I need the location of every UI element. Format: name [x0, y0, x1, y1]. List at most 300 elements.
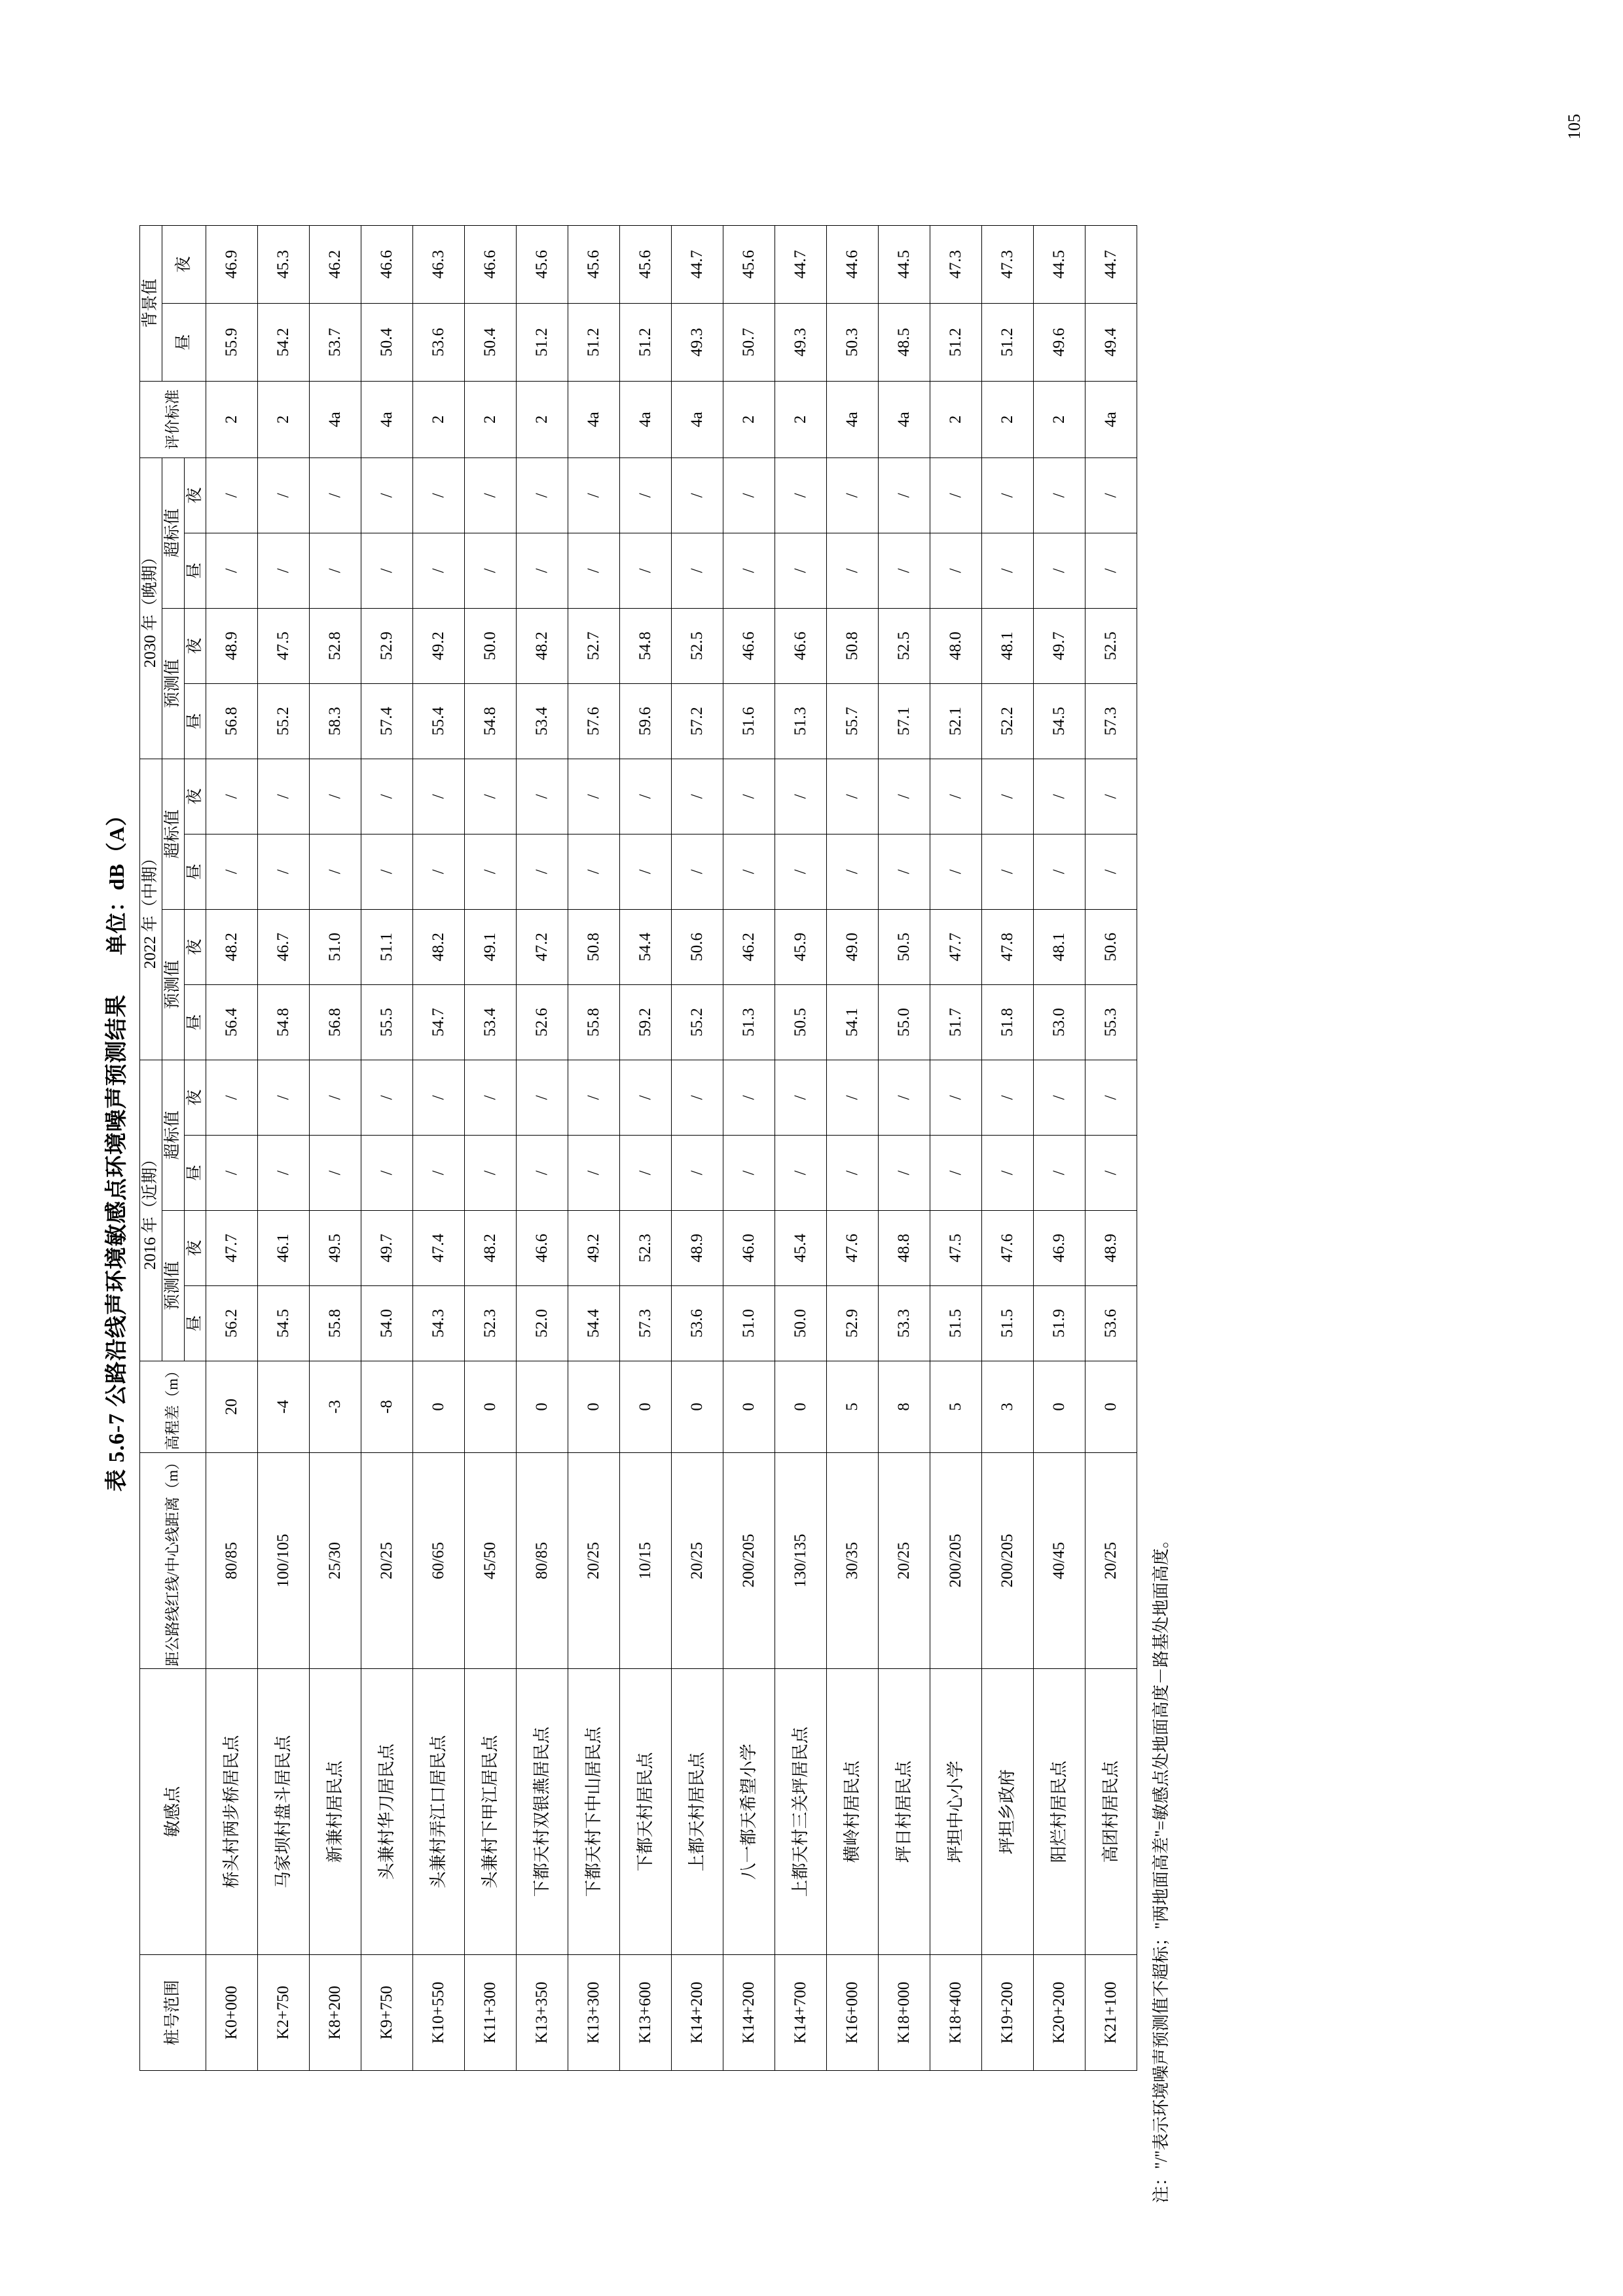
- cell-2030-ex-night: /: [516, 457, 568, 533]
- cell-2030-ex-day: /: [309, 533, 361, 608]
- cell-2022-ex-night: /: [723, 759, 775, 834]
- cell-2030-pred-night: 47.5: [257, 608, 309, 683]
- table-row: [257, 225, 309, 2070]
- header-2022-ex-night: 夜: [184, 759, 206, 834]
- cell-2030-ex-night: /: [619, 457, 671, 533]
- table-row: [309, 225, 361, 2070]
- cell-background-day: 49.3: [775, 303, 826, 381]
- table-note: 注："/"表示环境噪声预测值不超标；"两地面高差"=敏感点处地面高度－路基处地面高度。: [1151, 1531, 1171, 2203]
- cell-2016-pred-night: 45.4: [775, 1210, 826, 1285]
- cell-2016-ex-day: /: [878, 1135, 930, 1210]
- cell-2022-ex-day: /: [878, 834, 930, 909]
- cell-elevation: -3: [309, 1361, 361, 1452]
- cell-2030-ex-night: /: [464, 457, 516, 533]
- cell-2030-ex-night: /: [257, 457, 309, 533]
- table-title: 表 5.6-7 公路沿线声环境敏感点环境噪声预测结果: [104, 994, 129, 1492]
- cell-2022-ex-day: /: [775, 834, 826, 909]
- cell-2022-ex-night: /: [619, 759, 671, 834]
- cell-sensitive-point: 马家坝村盘斗居民点: [257, 1669, 309, 1955]
- cell-2030-pred-night: 52.8: [309, 608, 361, 683]
- page-number: 105: [1564, 114, 1584, 139]
- cell-2022-pred-night: 49.0: [826, 909, 878, 984]
- cell-background-night: 45.3: [257, 225, 309, 303]
- cell-2016-ex-night: /: [671, 1060, 723, 1135]
- cell-2030-pred-night: 52.5: [671, 608, 723, 683]
- noise-prediction-table: [139, 225, 1137, 2071]
- cell-2016-pred-night: 47.6: [826, 1210, 878, 1285]
- cell-2016-pred-night: 46.1: [257, 1210, 309, 1285]
- cell-distance: 20/25: [361, 1452, 412, 1668]
- table-header: [139, 225, 206, 2070]
- cell-2016-pred-day: 53.6: [1085, 1285, 1137, 1361]
- cell-2022-ex-day: /: [671, 834, 723, 909]
- cell-background-night: 45.6: [516, 225, 568, 303]
- header-background-day: 昼: [162, 303, 206, 381]
- cell-standard: 2: [723, 381, 775, 457]
- cell-2030-pred-day: 54.8: [464, 683, 516, 759]
- cell-2016-ex-night: /: [464, 1060, 516, 1135]
- cell-2016-pred-day: 54.3: [412, 1285, 464, 1361]
- cell-2030-pred-day: 54.5: [1033, 683, 1085, 759]
- header-2016-exceed: 超标值: [162, 1060, 184, 1210]
- cell-2016-ex-day: /: [930, 1135, 981, 1210]
- cell-2030-ex-day: /: [516, 533, 568, 608]
- cell-stake: K13+350: [516, 1955, 568, 2071]
- header-background-night: 夜: [162, 225, 206, 303]
- cell-2030-pred-day: 55.4: [412, 683, 464, 759]
- cell-background-night: 46.6: [361, 225, 412, 303]
- cell-background-day: 51.2: [568, 303, 619, 381]
- cell-background-day: 51.2: [619, 303, 671, 381]
- cell-2016-ex-day: /: [206, 1135, 257, 1210]
- cell-2016-ex-day: /: [257, 1135, 309, 1210]
- cell-2022-pred-night: 47.8: [981, 909, 1033, 984]
- cell-2022-ex-night: /: [826, 759, 878, 834]
- cell-standard: 2: [464, 381, 516, 457]
- table-row: [619, 225, 671, 2070]
- cell-background-day: 50.4: [361, 303, 412, 381]
- table-header-row-1: [139, 225, 162, 2070]
- cell-2022-ex-night: /: [361, 759, 412, 834]
- cell-2030-ex-night: /: [361, 457, 412, 533]
- header-2022-exceed: 超标值: [162, 759, 184, 909]
- cell-sensitive-point: 下都天村居民点: [619, 1669, 671, 1955]
- cell-2022-ex-night: /: [1033, 759, 1085, 834]
- cell-2030-ex-day: /: [981, 533, 1033, 608]
- cell-stake: K14+200: [671, 1955, 723, 2071]
- cell-distance: 200/205: [981, 1452, 1033, 1668]
- cell-2016-ex-day: /: [981, 1135, 1033, 1210]
- cell-2030-pred-day: 57.6: [568, 683, 619, 759]
- document-body: [98, 88, 1584, 2208]
- cell-background-night: 46.6: [464, 225, 516, 303]
- cell-2022-pred-day: 55.5: [361, 984, 412, 1060]
- header-2030-ex-day: 昼: [184, 533, 206, 608]
- header-2022-pred-night: 夜: [184, 909, 206, 984]
- cell-sensitive-point: 桥头村两步桥居民点: [206, 1669, 257, 1955]
- cell-2016-ex-night: /: [568, 1060, 619, 1135]
- cell-2030-ex-day: /: [775, 533, 826, 608]
- cell-background-night: 44.7: [775, 225, 826, 303]
- cell-2016-ex-night: /: [1033, 1060, 1085, 1135]
- cell-background-day: 48.5: [878, 303, 930, 381]
- cell-2016-ex-day: /: [516, 1135, 568, 1210]
- cell-2022-pred-day: 51.8: [981, 984, 1033, 1060]
- cell-background-day: 50.3: [826, 303, 878, 381]
- header-2022-pred-day: 昼: [184, 984, 206, 1060]
- table-row: [206, 225, 257, 2070]
- cell-2022-ex-day: /: [930, 834, 981, 909]
- header-year-2016: 2016 年（近期）: [139, 1060, 162, 1361]
- cell-2016-pred-day: 51.0: [723, 1285, 775, 1361]
- table-row: [723, 225, 775, 2070]
- header-standard-text: 评价标准: [164, 389, 181, 450]
- cell-2022-pred-day: 55.2: [671, 984, 723, 1060]
- cell-2022-pred-day: 52.6: [516, 984, 568, 1060]
- header-2016-pred-day: 昼: [184, 1285, 206, 1361]
- cell-stake: K13+600: [619, 1955, 671, 2071]
- cell-2022-pred-day: 51.7: [930, 984, 981, 1060]
- cell-distance: 10/15: [619, 1452, 671, 1668]
- cell-2016-pred-day: 54.0: [361, 1285, 412, 1361]
- cell-stake: K19+200: [981, 1955, 1033, 2071]
- cell-2030-pred-day: 55.7: [826, 683, 878, 759]
- cell-2016-ex-day: /: [723, 1135, 775, 1210]
- cell-2022-pred-night: 51.0: [309, 909, 361, 984]
- cell-2022-pred-day: 53.4: [464, 984, 516, 1060]
- cell-2022-ex-night: /: [206, 759, 257, 834]
- table-row: [1085, 225, 1137, 2070]
- header-2030-predicted: 预测值: [162, 608, 184, 759]
- cell-2030-ex-day: /: [412, 533, 464, 608]
- cell-2030-pred-night: 52.5: [1085, 608, 1137, 683]
- cell-2022-pred-night: 47.2: [516, 909, 568, 984]
- cell-2022-pred-day: 54.8: [257, 984, 309, 1060]
- cell-sensitive-point: 新兼村居民点: [309, 1669, 361, 1955]
- cell-distance: 25/30: [309, 1452, 361, 1668]
- cell-2022-ex-night: /: [257, 759, 309, 834]
- cell-2022-pred-night: 46.2: [723, 909, 775, 984]
- cell-2022-pred-night: 50.5: [878, 909, 930, 984]
- cell-2030-ex-day: /: [1085, 533, 1137, 608]
- cell-2022-ex-night: /: [1085, 759, 1137, 834]
- cell-2022-pred-night: 45.9: [775, 909, 826, 984]
- cell-2016-pred-day: 55.8: [309, 1285, 361, 1361]
- table-row: [464, 225, 516, 2070]
- cell-background-day: 49.6: [1033, 303, 1085, 381]
- cell-2016-pred-night: 49.7: [361, 1210, 412, 1285]
- header-year-2022: 2022 年（中期）: [139, 759, 162, 1060]
- cell-stake: K14+700: [775, 1955, 826, 2071]
- cell-2016-ex-day: /: [1033, 1135, 1085, 1210]
- cell-distance: 200/205: [723, 1452, 775, 1668]
- cell-stake: K16+000: [826, 1955, 878, 2071]
- cell-elevation: 0: [775, 1361, 826, 1452]
- cell-stake: K11+300: [464, 1955, 516, 2071]
- header-2030-pred-night: 夜: [184, 608, 206, 683]
- cell-2030-ex-night: /: [1033, 457, 1085, 533]
- cell-2030-pred-night: 49.7: [1033, 608, 1085, 683]
- cell-distance: 20/25: [568, 1452, 619, 1668]
- cell-2022-ex-day: /: [206, 834, 257, 909]
- cell-stake: K13+300: [568, 1955, 619, 2071]
- cell-2022-pred-day: 54.7: [412, 984, 464, 1060]
- cell-standard: 2: [206, 381, 257, 457]
- cell-background-day: 53.7: [309, 303, 361, 381]
- cell-2022-ex-day: /: [361, 834, 412, 909]
- cell-distance: 200/205: [930, 1452, 981, 1668]
- cell-elevation: 0: [1085, 1361, 1137, 1452]
- cell-2022-pred-day: 54.1: [826, 984, 878, 1060]
- cell-2016-ex-day: /: [361, 1135, 412, 1210]
- cell-distance: 45/50: [464, 1452, 516, 1668]
- cell-2022-pred-day: 56.4: [206, 984, 257, 1060]
- cell-standard: 2: [516, 381, 568, 457]
- cell-2022-ex-day: /: [568, 834, 619, 909]
- header-elevation: [139, 1361, 206, 1452]
- cell-2030-pred-night: 54.8: [619, 608, 671, 683]
- table-row: [1033, 225, 1085, 2070]
- cell-standard: 2: [412, 381, 464, 457]
- cell-2030-ex-day: /: [930, 533, 981, 608]
- cell-2022-pred-day: 51.3: [723, 984, 775, 1060]
- table-row: [568, 225, 619, 2070]
- header-2016-ex-night: 夜: [184, 1060, 206, 1135]
- cell-background-day: 50.4: [464, 303, 516, 381]
- cell-2022-ex-night: /: [568, 759, 619, 834]
- cell-2016-ex-day: /: [309, 1135, 361, 1210]
- header-elevation-text: 高程差（m）: [164, 1363, 181, 1450]
- cell-2022-ex-day: /: [826, 834, 878, 909]
- cell-distance: 20/25: [671, 1452, 723, 1668]
- header-stake-range: 桩号范围: [139, 1955, 206, 2071]
- cell-2016-pred-night: 48.9: [1085, 1210, 1137, 1285]
- cell-2030-pred-day: 55.2: [257, 683, 309, 759]
- cell-standard: 4a: [671, 381, 723, 457]
- cell-2030-ex-day: /: [723, 533, 775, 608]
- cell-2030-pred-night: 48.1: [981, 608, 1033, 683]
- cell-background-night: 44.7: [671, 225, 723, 303]
- cell-2022-pred-night: 50.6: [671, 909, 723, 984]
- cell-2030-pred-day: 57.1: [878, 683, 930, 759]
- cell-2016-pred-night: 48.8: [878, 1210, 930, 1285]
- cell-2016-pred-day: 51.5: [981, 1285, 1033, 1361]
- header-standard: [139, 381, 206, 457]
- cell-distance: 80/85: [206, 1452, 257, 1668]
- cell-2030-ex-night: /: [309, 457, 361, 533]
- cell-sensitive-point: 头兼村华刀居民点: [361, 1669, 412, 1955]
- cell-stake: K9+750: [361, 1955, 412, 2071]
- cell-2022-pred-night: 51.1: [361, 909, 412, 984]
- cell-2022-pred-night: 46.7: [257, 909, 309, 984]
- header-background: 背景值: [139, 225, 162, 381]
- cell-2022-pred-day: 55.0: [878, 984, 930, 1060]
- cell-background-night: 45.6: [619, 225, 671, 303]
- table-row: [826, 225, 878, 2070]
- cell-background-night: 45.6: [723, 225, 775, 303]
- cell-2030-ex-night: /: [568, 457, 619, 533]
- cell-2022-ex-night: /: [464, 759, 516, 834]
- cell-sensitive-point: 头兼村下甲江居民点: [464, 1669, 516, 1955]
- cell-2030-ex-night: /: [878, 457, 930, 533]
- cell-standard: 2: [257, 381, 309, 457]
- cell-background-day: 53.6: [412, 303, 464, 381]
- cell-2016-pred-day: 54.4: [568, 1285, 619, 1361]
- header-sensitive-point: 敏感点: [139, 1669, 206, 1955]
- cell-2016-pred-night: 49.2: [568, 1210, 619, 1285]
- cell-2022-pred-night: 50.8: [568, 909, 619, 984]
- cell-2030-ex-night: /: [671, 457, 723, 533]
- cell-2016-pred-night: 46.6: [516, 1210, 568, 1285]
- cell-distance: 80/85: [516, 1452, 568, 1668]
- cell-standard: 2: [775, 381, 826, 457]
- cell-2030-ex-night: /: [775, 457, 826, 533]
- cell-2030-ex-day: /: [878, 533, 930, 608]
- table-row: [981, 225, 1033, 2070]
- cell-2030-pred-night: 52.5: [878, 608, 930, 683]
- cell-2030-ex-night: /: [981, 457, 1033, 533]
- cell-2016-pred-day: 52.3: [464, 1285, 516, 1361]
- cell-sensitive-point: 下都天村下中山居民点: [568, 1669, 619, 1955]
- cell-2022-pred-day: 55.8: [568, 984, 619, 1060]
- cell-2016-pred-night: 46.0: [723, 1210, 775, 1285]
- cell-2016-ex-night: /: [775, 1060, 826, 1135]
- cell-2016-ex-night: /: [826, 1060, 878, 1135]
- cell-stake: K14+200: [723, 1955, 775, 2071]
- cell-elevation: 5: [826, 1361, 878, 1452]
- table-row: [930, 225, 981, 2070]
- table-unit: 单位：dB（A）: [104, 804, 128, 956]
- cell-sensitive-point: 坪日村居民点: [878, 1669, 930, 1955]
- cell-2022-pred-day: 50.5: [775, 984, 826, 1060]
- cell-2016-pred-night: 49.5: [309, 1210, 361, 1285]
- cell-2016-ex-night: /: [309, 1060, 361, 1135]
- cell-2030-ex-night: /: [826, 457, 878, 533]
- cell-2016-ex-day: /: [775, 1135, 826, 1210]
- cell-2030-ex-night: /: [412, 457, 464, 533]
- cell-2030-ex-day: /: [361, 533, 412, 608]
- cell-sensitive-point: 八一都天希望小学: [723, 1669, 775, 1955]
- cell-background-day: 49.4: [1085, 303, 1137, 381]
- cell-2030-ex-day: /: [568, 533, 619, 608]
- table-row: [775, 225, 826, 2070]
- cell-2030-ex-day: /: [1033, 533, 1085, 608]
- header-2022-predicted: 预测值: [162, 909, 184, 1060]
- cell-2016-ex-day: /: [412, 1135, 464, 1210]
- cell-distance: 100/105: [257, 1452, 309, 1668]
- table-title-row: [98, 88, 130, 2208]
- cell-2016-ex-night: /: [257, 1060, 309, 1135]
- cell-2030-pred-day: 59.6: [619, 683, 671, 759]
- cell-2016-pred-day: 52.0: [516, 1285, 568, 1361]
- cell-2030-pred-night: 50.8: [826, 608, 878, 683]
- cell-background-day: 51.2: [516, 303, 568, 381]
- cell-elevation: 20: [206, 1361, 257, 1452]
- cell-2016-pred-day: 52.9: [826, 1285, 878, 1361]
- cell-2016-ex-day: /: [464, 1135, 516, 1210]
- cell-2016-pred-night: 47.6: [981, 1210, 1033, 1285]
- cell-background-night: 44.5: [1033, 225, 1085, 303]
- cell-stake: K18+000: [878, 1955, 930, 2071]
- cell-2016-ex-night: /: [723, 1060, 775, 1135]
- cell-2016-ex-night: /: [619, 1060, 671, 1135]
- cell-elevation: 0: [671, 1361, 723, 1452]
- cell-2030-ex-day: /: [206, 533, 257, 608]
- header-year-2030: 2030 年（晚期）: [139, 457, 162, 759]
- cell-2030-pred-day: 57.3: [1085, 683, 1137, 759]
- cell-2016-pred-night: 48.2: [464, 1210, 516, 1285]
- cell-background-night: 44.5: [878, 225, 930, 303]
- document-page: [98, 88, 1584, 2208]
- cell-2022-ex-night: /: [412, 759, 464, 834]
- cell-2030-ex-day: /: [257, 533, 309, 608]
- cell-2022-pred-day: 55.3: [1085, 984, 1137, 1060]
- cell-distance: 40/45: [1033, 1452, 1085, 1668]
- cell-background-night: 44.7: [1085, 225, 1137, 303]
- cell-2016-pred-night: 48.9: [671, 1210, 723, 1285]
- cell-distance: 20/25: [878, 1452, 930, 1668]
- cell-2022-ex-day: /: [1033, 834, 1085, 909]
- cell-2030-pred-day: 58.3: [309, 683, 361, 759]
- cell-2022-ex-night: /: [775, 759, 826, 834]
- cell-background-day: 50.7: [723, 303, 775, 381]
- header-2030-ex-night: 夜: [184, 457, 206, 533]
- cell-2016-pred-day: 53.3: [878, 1285, 930, 1361]
- cell-distance: 30/35: [826, 1452, 878, 1668]
- header-2030-pred-day: 昼: [184, 683, 206, 759]
- table-row: [361, 225, 412, 2070]
- cell-2030-ex-day: /: [464, 533, 516, 608]
- cell-standard: 4a: [619, 381, 671, 457]
- cell-2016-pred-day: 57.3: [619, 1285, 671, 1361]
- cell-background-night: 46.2: [309, 225, 361, 303]
- cell-2030-pred-day: 52.2: [981, 683, 1033, 759]
- cell-2022-pred-night: 48.2: [206, 909, 257, 984]
- cell-2016-pred-day: 51.9: [1033, 1285, 1085, 1361]
- cell-2016-ex-day: /: [1085, 1135, 1137, 1210]
- cell-2016-ex-day: /: [671, 1135, 723, 1210]
- cell-2030-pred-night: 49.2: [412, 608, 464, 683]
- cell-sensitive-point: 高团村居民点: [1085, 1669, 1137, 1955]
- header-2022-ex-day: 昼: [184, 834, 206, 909]
- table-row: [412, 225, 464, 2070]
- cell-elevation: 0: [412, 1361, 464, 1452]
- cell-standard: 4a: [878, 381, 930, 457]
- cell-2022-ex-night: /: [516, 759, 568, 834]
- cell-sensitive-point: 上都天村居民点: [671, 1669, 723, 1955]
- cell-background-night: 44.6: [826, 225, 878, 303]
- cell-stake: K20+200: [1033, 1955, 1085, 2071]
- cell-stake: K21+100: [1085, 1955, 1137, 2071]
- cell-elevation: 0: [723, 1361, 775, 1452]
- cell-standard: 2: [1033, 381, 1085, 457]
- cell-sensitive-point: 坪坦中心小学: [930, 1669, 981, 1955]
- cell-background-night: 46.3: [412, 225, 464, 303]
- cell-standard: 4a: [309, 381, 361, 457]
- cell-2016-ex-night: /: [516, 1060, 568, 1135]
- cell-2030-ex-night: /: [1085, 457, 1137, 533]
- cell-stake: K0+000: [206, 1955, 257, 2071]
- cell-standard: 2: [930, 381, 981, 457]
- cell-sensitive-point: 横岭村居民点: [826, 1669, 878, 1955]
- cell-2022-pred-night: 48.1: [1033, 909, 1085, 984]
- cell-background-night: 46.9: [206, 225, 257, 303]
- cell-standard: 2: [981, 381, 1033, 457]
- cell-2022-ex-day: /: [464, 834, 516, 909]
- cell-2016-pred-night: 47.7: [206, 1210, 257, 1285]
- cell-2016-ex-night: /: [361, 1060, 412, 1135]
- cell-background-day: 51.2: [930, 303, 981, 381]
